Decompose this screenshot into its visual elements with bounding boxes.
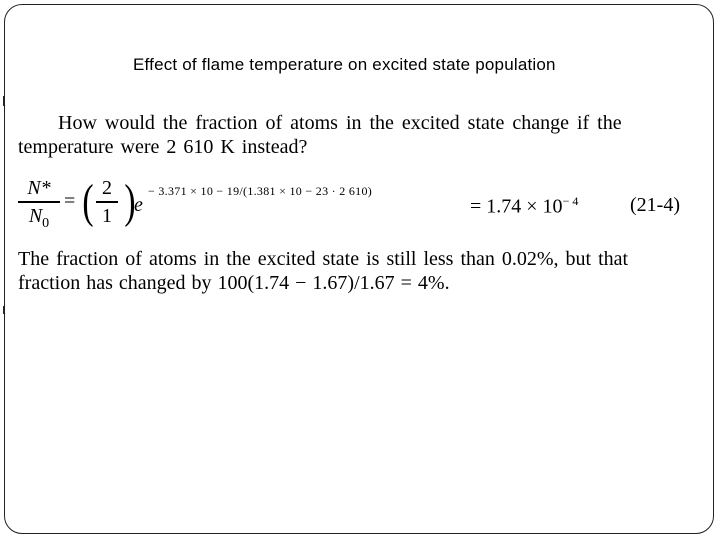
answer-line-2: fraction has changed by 100(1.74 − 1.67)/1.67 = 4%. [18, 272, 450, 294]
frame-divider [3, 96, 5, 106]
right-paren: ) [124, 175, 136, 228]
degeneracy-numerator: 2 [102, 177, 112, 199]
population-ratio [18, 176, 60, 236]
question-line-1: How would the fraction of atoms in the excited state change if the [58, 112, 622, 134]
textbook-excerpt [10, 96, 700, 316]
left-paren: ( [82, 175, 94, 228]
exponent: − 3.371 × 10 − 19/(1.381 × 10 − 23 · 2 610) [148, 184, 373, 198]
equation-result: = $1.74 \times 10^{- 4}$ [470, 194, 579, 218]
exponential-base: e [134, 194, 143, 216]
answer-line-1: The fraction of atoms in the excited state is still less than 0.02%, but that [18, 248, 629, 270]
ratio-denominator: $N_0$ [28, 204, 50, 231]
question-line-2: temperature were 2 610 K instead? [18, 136, 308, 158]
frame-divider [3, 306, 5, 314]
slide-title: Effect of flame temperature on excited state population [133, 55, 556, 74]
equals-sign: = [64, 190, 76, 212]
fraction-bar [96, 201, 118, 203]
degeneracy-ratio [96, 176, 118, 228]
equation-number: (21-4) [630, 194, 680, 216]
fraction-bar [18, 201, 60, 203]
ratio-numerator: N* [27, 177, 51, 199]
degeneracy-denominator: 1 [102, 204, 112, 227]
boltzmann-equation [18, 170, 698, 240]
